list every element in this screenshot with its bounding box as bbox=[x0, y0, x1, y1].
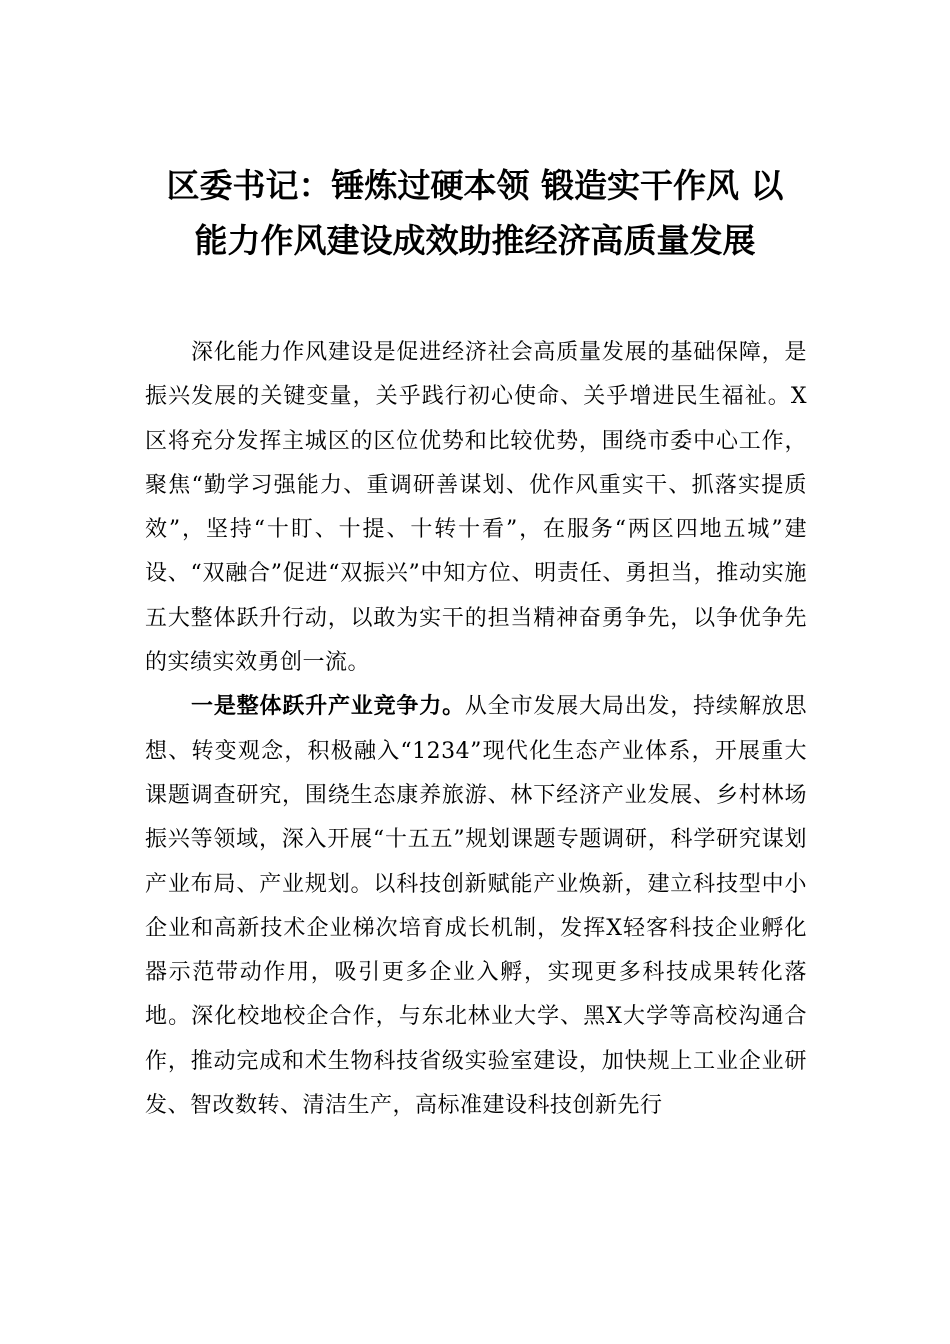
document-title bbox=[120, 158, 830, 268]
title-line-1: 区委书记：锤炼过硬本领 锻造实干作风 以 bbox=[166, 166, 784, 205]
title-line-2: 能力作风建设成效助推经济高质量发展 bbox=[194, 221, 756, 260]
paragraph-industry bbox=[145, 685, 807, 1128]
document-body bbox=[145, 331, 807, 1128]
paragraph-intro bbox=[145, 331, 807, 685]
paragraph-intro-text: 深化能力作风建设是促进经济社会高质量发展的基础保障，是振兴发展的关键变量，关乎践行初心使命、关乎增进民生福祉。X区将充分发挥主城区的区位优势和比较优势，围绕市委中心工作，聚焦“勤学习强能力、重调研善谋划、优作风重实干、抓落实提质效”，坚持“十盯、十提、十转十看”，在服务“两区四地五城”建设、“双融合”促进“双振兴”中知方位、明责任、勇担当，推动实施五大整体跃升行动，以敢为实干的担当精神奋勇争先，以争优争先的实绩实效勇创一流。 bbox=[145, 340, 807, 676]
paragraph-industry-lead: 一是整体跃升产业竞争力。 bbox=[191, 694, 465, 720]
paragraph-industry-text: 从全市发展大局出发，持续解放思想、转变观念，积极融入“1234”现代化生态产业体系，开展重大课题调查研究，围绕生态康养旅游、林下经济产业发展、乡村林场振兴等领域，深入开展“十五五”规划课题专题调研，科学研究谋划产业布局、产业规划。以科技创新赋能产业焕新，建立科技型中小企业和高新技术企业梯次培育成长机制，发挥X轻客科技企业孵化器示范带动作用，吸引更多企业入孵，实现更多科技成果转化落地。深化校地校企合作，与东北林业大学、黑X大学等高校沟通合作，推动完成和术生物科技省级实验室建设，加快规上工业企业研发、智改数转、清洁生产，高标准建设科技创新先行 bbox=[145, 694, 807, 1119]
